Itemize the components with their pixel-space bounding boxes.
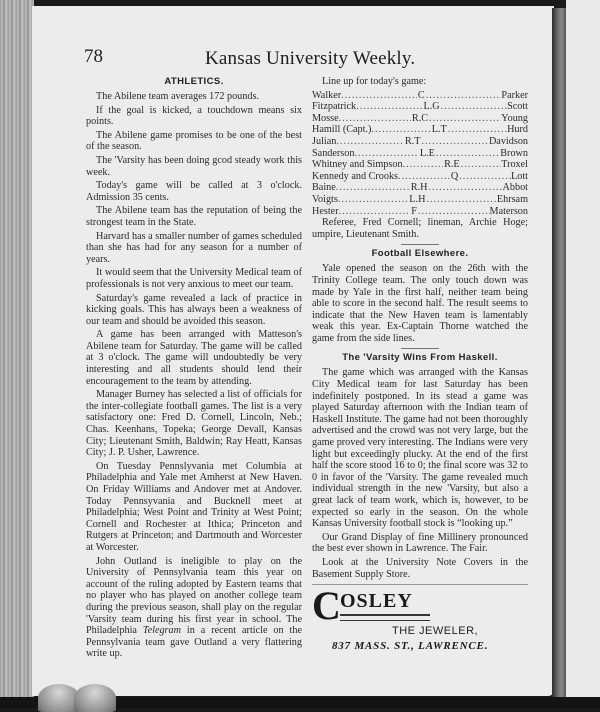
article-paragraph: The Abilene game promises to be one of the best of the season. xyxy=(86,129,302,153)
haskell-heading: The 'Varsity Wins From Haskell. xyxy=(342,352,498,364)
visitor-player: Davidson xyxy=(488,135,528,147)
article-paragraph: Today's game will be called at 3 o'clock. Admission 35 cents. xyxy=(86,180,302,203)
leader-dots xyxy=(339,113,411,125)
visitor-player: Troxel xyxy=(501,159,528,171)
leader-dots xyxy=(426,90,502,102)
publication-title: Kansas University Weekly. xyxy=(205,48,416,69)
leader-dots xyxy=(418,206,490,218)
flourish-ornament xyxy=(340,614,430,621)
home-player: Kennedy and Crooks xyxy=(312,170,399,182)
note-covers-notice: Look at the University Note Covers in the Basement Supply Store. xyxy=(312,556,528,580)
outland-text-after: in a recent article on the Pennsylvania team gave Outland a very flattering write up. xyxy=(86,625,302,660)
leader-dots xyxy=(459,171,511,183)
section-divider xyxy=(401,348,439,349)
outland-text-before: John Outland is ineligible to play on the University of Pennsylvania team this year on account of the ruling adopted by Eastern teams that no player who has played on another college team during the previous season, shall play on the regular 'Varsity team during his first year in school. The Philadelphia xyxy=(86,555,302,637)
visitor-player: Abbot xyxy=(502,182,528,194)
lineup-row xyxy=(312,194,528,206)
player-position: C xyxy=(417,89,425,101)
home-player: Voigts xyxy=(312,193,338,205)
visitor-player: Scott xyxy=(507,101,528,113)
article-paragraph: The Abilene team has the reputation of being the strongest team in the State. xyxy=(86,205,302,228)
article-paragraph: The 'Varsity has been doing gcod steady work this week. xyxy=(86,154,302,178)
lineup-table xyxy=(312,90,528,218)
home-player: Hester xyxy=(312,205,339,217)
home-player: Whitney and Simpson xyxy=(312,159,403,171)
home-player: Sanderson xyxy=(312,147,355,159)
left-column xyxy=(86,76,302,662)
football-elsewhere-text: Yale opened the season on the 26th with the Trinity College team. The only touch down was made by Yale in the first half, neither team being able to score in the second half. The result seems to indicate that the New Haven team is lamentably weak this year. Ex-Captain Thorne watched the game from the side lines. xyxy=(312,263,528,344)
athletics-heading: ATHLETICS. xyxy=(164,76,224,87)
visitor-player: Materson xyxy=(489,205,528,217)
book-gutter-shadow xyxy=(552,8,566,703)
outland-paragraph xyxy=(86,556,302,660)
visitor-player: Brown xyxy=(500,147,528,159)
visitor-player: Lott xyxy=(511,170,528,182)
lineup-row xyxy=(312,136,528,148)
player-position: F xyxy=(411,205,417,217)
leader-dots xyxy=(403,159,444,171)
player-position: R.C xyxy=(411,112,429,124)
officials-text: Referee, Fred Cornell; lineman, Archie Hoge; umpire, Lieutenant Smith. xyxy=(312,217,528,240)
leader-dots xyxy=(426,194,496,206)
page-number: 78 xyxy=(84,46,103,67)
home-player: Baine xyxy=(312,182,336,194)
player-position: R.H xyxy=(410,182,428,194)
player-position: L.T xyxy=(431,124,447,136)
leader-dots xyxy=(354,148,418,160)
facing-page-edge xyxy=(566,0,600,708)
lineup-title: Line up for today's game: xyxy=(322,76,427,87)
lineup-row xyxy=(312,148,528,160)
logo-initial: C xyxy=(312,583,341,629)
visitor-player: Parker xyxy=(501,89,528,101)
leader-dots xyxy=(339,206,411,218)
article-paragraph: It would seem that the University Medical team of professionals is not very anxious to meet our team. xyxy=(86,267,302,290)
article-paragraph: Manager Burney has selected a list of officials for the inter-collegiate football games. The list is a very satisfactory one: Fred D. Cornell, Lincoln, Neb.; Chas. Keenhans, Topeka; George Devall, Kansas City; Lieutenant Smith, Baldwin; Ray Heatt, Kansas City; J. P. Usher, Lawrence. xyxy=(86,389,302,459)
lineup-row xyxy=(312,171,528,183)
home-player: Mosse xyxy=(312,112,339,124)
ad-address: 837 MASS. ST., LAWRENCE. xyxy=(332,640,489,653)
leader-dots xyxy=(421,136,489,148)
leader-dots xyxy=(336,182,410,194)
home-player: Hamill (Capt.) xyxy=(312,124,372,136)
logo-name: OSLEY xyxy=(340,590,413,613)
lineup-row xyxy=(312,182,528,194)
haskell-text: The game which was arranged with the Kansas City Medical team for last Saturday has been indefinitely postponed. In its stead a game was played Saturday afternoon with the Indian team of Haskell Institute. The game had not been thoroughly advertised and the crowd was not very large, but the game proved very interesting. The Indians were very light but exceedingly plucky. At the end of the first half the score stood 16 to 0; the final score was 32 to 0 in favor of the 'Varsity. The game revealed much individual strength in the new 'Varsity, but also a great lack of team work, which is, however, to be expected so early in the season. On the whole Kansas University football stock is “looking up.” xyxy=(312,367,528,530)
article-paragraph: If the goal is kicked, a touchdown means six points. xyxy=(86,104,302,128)
article-paragraph: Saturday's game revealed a lack of practice in kicking goals. This has always been a weakness of our team and should be avoided this season. xyxy=(86,292,302,327)
leader-dots xyxy=(429,182,503,194)
leader-dots xyxy=(398,171,450,183)
visitor-player: Hurd xyxy=(507,124,528,136)
article-paragraph: The Abilene team averages 172 pounds. xyxy=(96,91,259,102)
lineup-row xyxy=(312,90,528,102)
player-position: L.E xyxy=(419,147,435,159)
lineup-row xyxy=(312,159,528,171)
player-position: L.G xyxy=(423,101,440,113)
lineup-row xyxy=(312,206,528,218)
article-paragraph: On Tuesday Pennslyvania met Columbia at Philadelphia and Yale met Amherst at New Haven. On Friday Williams and Andover met at Andover. Today Pennsyvania and Bucknell meet at Philadelphia; West Point and Trinity at West Point; Cornell and Rochester at Ithica; Princeton and Rutgers at Princeton; and Dartmouth and Worcester at Worcester. xyxy=(86,460,302,553)
home-player: Walker xyxy=(312,89,342,101)
millinery-notice: Our Grand Display of fine Millinery pronounced the best ever shown in Lawrence. The Fair. xyxy=(312,531,528,555)
player-position: Q xyxy=(450,170,459,182)
home-player: Julian xyxy=(312,135,337,147)
leader-dots xyxy=(429,113,501,125)
cosley-logo xyxy=(312,583,528,629)
football-elsewhere-heading: Football Elsewhere. xyxy=(371,248,469,260)
lineup-row xyxy=(312,101,528,113)
book-page-edges xyxy=(0,0,34,708)
visitor-player: Ehrsam xyxy=(496,193,528,205)
right-column xyxy=(312,76,528,658)
player-position: R.T xyxy=(404,135,421,147)
lineup-row xyxy=(312,113,528,125)
cosley-advertisement xyxy=(312,584,528,658)
leader-dots xyxy=(441,101,507,113)
leader-dots xyxy=(338,194,408,206)
scanner-thumbs xyxy=(30,684,120,704)
leader-dots xyxy=(341,90,417,102)
telegram-title: Telegram xyxy=(142,625,181,637)
lineup-row xyxy=(312,124,528,136)
leader-dots xyxy=(336,136,404,148)
leader-dots xyxy=(356,101,422,113)
home-player: Fitzpatrick xyxy=(312,101,357,113)
article-paragraph: A game has been arranged with Matteson's Abilene team for Saturday. The game will be called at 3 o'clock. The game will undoubtedly be very interesting and all students should lend their encouragement to the team by attending. xyxy=(86,329,302,387)
leader-dots xyxy=(461,159,502,171)
player-position: R.E xyxy=(444,159,460,171)
article-paragraph: Harvard has a smaller number of games scheduled than she has had for any season for a number of years. xyxy=(86,230,302,265)
leader-dots xyxy=(371,124,430,136)
leader-dots xyxy=(448,124,507,136)
visitor-player: Young xyxy=(501,112,528,124)
player-position: L.H xyxy=(409,193,426,205)
section-divider xyxy=(401,244,439,245)
leader-dots xyxy=(436,148,500,160)
ad-tagline: THE JEWELER, xyxy=(392,625,479,638)
